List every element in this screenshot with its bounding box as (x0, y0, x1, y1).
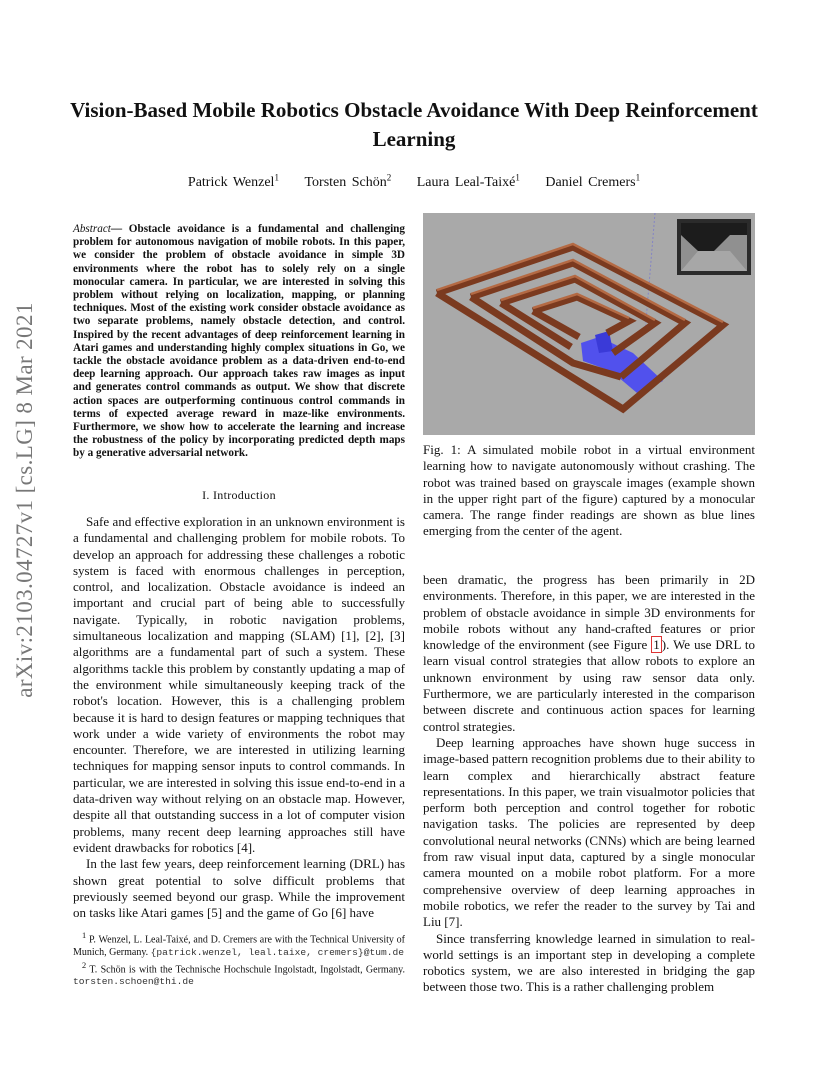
abstract (73, 223, 405, 461)
author-list (60, 172, 768, 191)
column-left-body (73, 514, 405, 921)
author: Patrick Wenzel$^1$ (187, 172, 279, 190)
paper-title: Vision-Based Mobile Robotics Obstacle Avoidance With Deep Reinforcement Learning (70, 98, 758, 151)
footnote-1: $^1$ P. Wenzel, L. Leal-Taixé, and D. Cremers are with the Technical University of Munich, Germany. {patrick.wenzel, leal.taixe, cremers}@tum.de (73, 931, 405, 958)
footnote-2: $^2$ T. Schön is with the Technische Hochschule Ingolstadt, Ingolstadt, Germany. torsten.schoen@thi.de (73, 960, 405, 988)
paragraph: In the last few years, deep reinforcement learning (DRL) has shown great potential to solve difficult problems that previously seemed beyond our grasp. While the improvement on tasks like Atari games [5] and the game of Go [6] have (73, 856, 405, 921)
figure-1-caption: Fig. 1: A simulated mobile robot in a virtual environment learning how to navigate autonomously without crashing. The robot was trained based on grayscale images (example shown in the upper right part of the figure) captured by a monocular camera. The range finder readings are shown as blue lines emerging from the center of the agent. (423, 442, 755, 539)
arxiv-stamp (5, 290, 45, 710)
column-right-body (423, 572, 755, 996)
paragraph: Safe and effective exploration in an unknown environment is a fundamental and challenging problem for mobile robots. To develop an approach for addressing these challenges a robotic system is faced with enormous challenges in perception, control, and localization. Obstacle avoidance is indeed an important and crucial part of being able to successfully navigate. Typically, in robotic navigation problems, simultaneous localization and mapping (SLAM) [1], [2], [3] algorithms are a fundamental part of such a system. These algorithms tackle this problem by constantly updating a map of the environment while simultaneously keeping track of the robot's location. However, this is a challenging problem because it is hard to design features or mapping techniques that work under a wide variety of environments the robot may encounter. Therefore, we are interested in utilizing learning techniques for mapping sensor inputs to control commands. In particular, we are interested in solving this issue end-to-end in a data-driven way without relying on an obstacle map. However, despite all that outstanding success in a lot of computer vision problems, many recent deep learning approaches still have evident drawbacks for robotics [4]. (73, 514, 405, 855)
author: Torsten Schön$^2$ (304, 172, 392, 190)
footnotes (73, 930, 405, 989)
author: Daniel Cremers$^1$ (545, 172, 641, 190)
figure-reference-link[interactable]: 1 (653, 637, 660, 653)
paragraph: been dramatic, the progress has been primarily in 2D environments. Therefore, in this paper, we are interested in the problem of obstacle avoidance in simple 3D environments for mobile robots without any hand-crafted features or prior knowledge of the environment (see Figure 1 ). We use DRL to learn visual control strategies that allow robots to explore an unknown environment by using raw sensor data only. Furthermore, we are particularly interested in the comparison between discrete and continuous action spaces for learning control strategies. (423, 572, 755, 734)
maze-render (423, 213, 755, 435)
arxiv-stamp-text: arXiv:2103.04727v1 [cs.LG] 8 Mar 2021 (12, 302, 37, 698)
camera-inset (677, 219, 751, 275)
figure-1-image (423, 213, 755, 435)
abstract-lead: Abstract (73, 223, 111, 235)
section-heading: I. Introduction (202, 488, 276, 502)
abstract-text: — Obstacle avoidance is a fundamental and challenging problem for autonomous navigation of mobile robots. In this paper, we consider the problem of obstacle avoidance in simple 3D environments where the robot has to solely rely on a single monocular camera. In particular, we are interested in solving this problem without relying on localization, mapping, or planning techniques. Most of the existing work consider obstacle avoidance as two separate problems, namely obstacle detection, and control. Inspired by the recent advantages of deep reinforcement learning in Atari games and understanding highly complex situations in Go, we tackle the obstacle avoidance problem as a data-driven end-to-end deep learning approach. Our approach takes raw images as input and generates control commands as output. We show that discrete action spaces are outperforming continuous control commands in terms of expected average reward in maze-like environments. Furthermore, we show how to accelerate the learning and increase the robustness of the policy by incorporating predicted depth maps by a generative adversarial network. (73, 223, 405, 460)
author: Laura Leal-Taixé$^1$ (416, 172, 520, 190)
paragraph: Deep learning approaches have shown huge success in image-based pattern recognition problems due to their ability to learn complex and hierarchically abstract feature representations. In this paper, we train visualmotor policies that perform both perception and control together for robotic navigation tasks. The policies are represented by deep convolutional neural networks (CNNs) which are being learned from raw visual input data, captured by a single monocular camera mounted on a mobile robot platform. For a more comprehensive overview of deep learning approaches in mobile robotics, we refer the reader to the survey by Tai and Liu [7]. (423, 734, 755, 930)
paragraph: Since transferring knowledge learned in simulation to real-world settings is an important step in developing a complete robotics system, we are also interested in bridging the gap between those two. This is a rather challenging problem (423, 930, 755, 995)
